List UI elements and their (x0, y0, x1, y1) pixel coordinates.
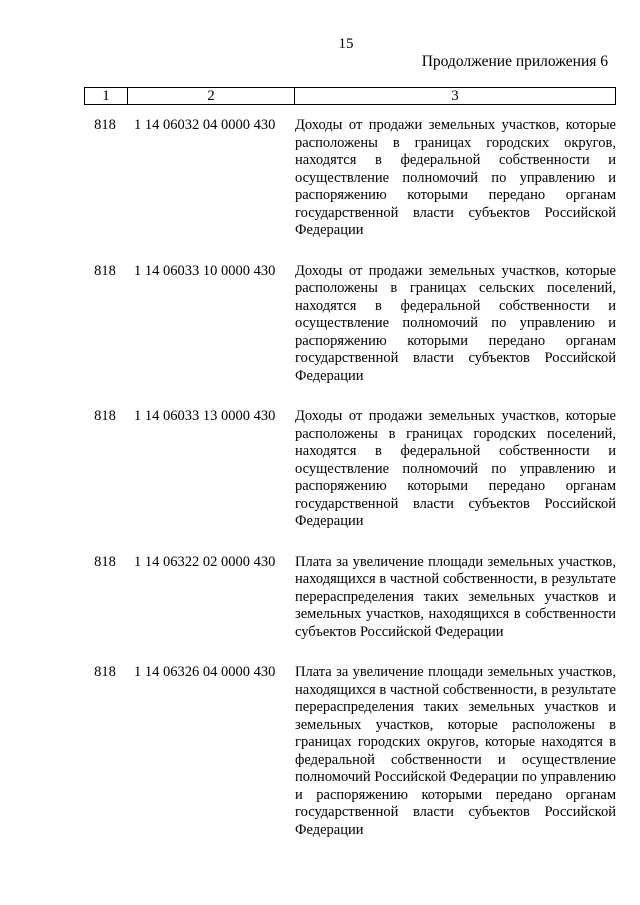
table-row (84, 117, 616, 240)
income-name: Доходы от продажи земельных участков, которые расположены в границах городских поселений, находятся в федеральной собственности и осуществление полномочий по управлению и распоряжению которыми передано органам государственной власти субъектов Российской Федерации (295, 408, 616, 529)
income-name: Доходы от продажи земельных участков, которые расположены в границах сельских поселений, находятся в федеральной собственности и осуществление полномочий по управлению и распоряжению которыми передано органам государственной власти субъектов Российской Федерации (295, 262, 616, 384)
admin-code: 818 (94, 117, 116, 133)
kbk-code: 1 14 06033 13 0000 430 (134, 408, 276, 424)
admin-code: 818 (94, 262, 116, 279)
admin-code: 818 (94, 553, 116, 570)
income-name: Доходы от продажи земельных участков, которые расположены в границах городских округов, находятся в федеральной собственности и осуществление полномочий по управлению и распоряжению которыми передано органам государственной власти субъектов Российской Федерации (295, 117, 616, 238)
table-row (84, 664, 616, 839)
income-name: Плата за увеличение площади земельных участков, находящихся в частной собственности, в результате перераспределения таких земельных участков и земельных участков, которые расположены в границах городских округов, которые находятся в федеральной собственности и осуществление полномочий Российской Федерации по управлению и распоряжению которыми передано органам государственной власти субъектов Российской Федерации (295, 664, 616, 838)
header-col-2: 2 (128, 88, 295, 105)
kbk-code: 1 14 06326 04 0000 430 (134, 664, 276, 680)
continuation-label: Продолжение приложения 6 (421, 53, 608, 70)
admin-code: 818 (94, 408, 116, 424)
table-header (84, 87, 616, 105)
page-number: 15 (338, 36, 354, 52)
income-name: Плата за увеличение площади земельных участков, находящихся в частной собственности, в результате перераспределения таких земельных участков и земельных участков, находящихся в собственности субъектов Российской Федерации (295, 553, 616, 640)
table-body (84, 117, 616, 862)
kbk-code: 1 14 06032 04 0000 430 (134, 117, 276, 133)
header-col-1: 1 (85, 88, 128, 105)
table-row (84, 408, 616, 531)
table-row (84, 263, 616, 386)
kbk-code: 1 14 06033 10 0000 430 (134, 262, 276, 279)
kbk-code: 1 14 06322 02 0000 430 (134, 553, 276, 570)
admin-code: 818 (94, 664, 116, 680)
table-row (84, 554, 616, 642)
header-col-3: 3 (295, 88, 616, 105)
